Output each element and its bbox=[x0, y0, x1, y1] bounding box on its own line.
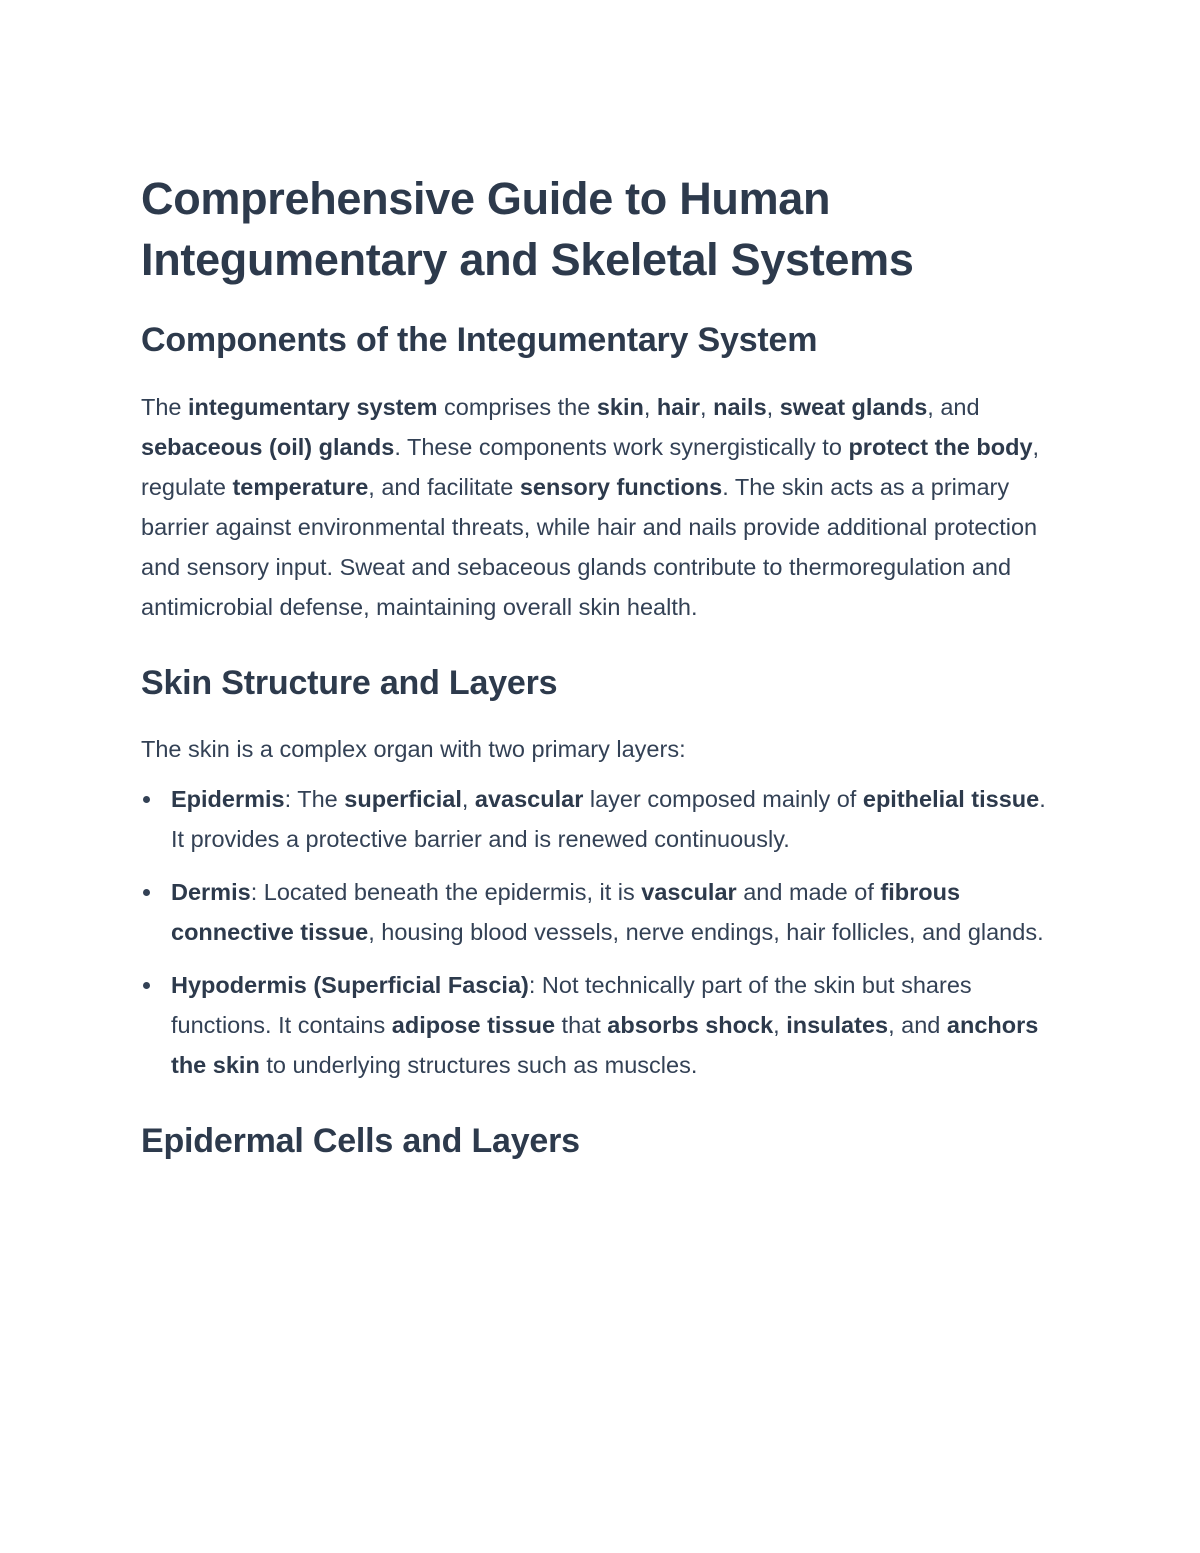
section-heading-epidermal-cells: Epidermal Cells and Layers bbox=[141, 1122, 580, 1160]
list-item-epidermis: Epidermis: The superficial, avascular layer composed mainly of epithelial tissue. It provides a protective barrier and is renewed continuously. bbox=[141, 779, 1060, 859]
term-sebaceous-glands: sebaceous (oil) glands bbox=[141, 434, 395, 460]
term-sensory-functions: sensory functions bbox=[519, 474, 723, 500]
components-paragraph: The integumentary system comprises the skin, hair, nails, sweat glands, and sebaceous (oil) glands. These components work synergistically to protect the body, regulate temperature, and facilitate sensory functions. The skin acts as a primary barrier against environmental threats, while hair and nails provide additional protection and sensory input. Sweat and sebaceous glands contribute to thermoregulation and antimicrobial defense, maintaining overall skin health. bbox=[141, 394, 1040, 620]
term-skin: skin bbox=[596, 394, 644, 420]
list-item-dermis: Dermis: Located beneath the epidermis, it is vascular and made of fibrous connective tissue, housing blood vessels, nerve endings, hair follicles, and glands. bbox=[141, 872, 1060, 952]
term-sweat-glands: sweat glands bbox=[779, 394, 928, 420]
skin-layers-list bbox=[141, 779, 1060, 1085]
list-item-hypodermis: Hypodermis (Superficial Fascia): Not technically part of the skin but shares functions. It contains adipose tissue that absorbs shock, insulates, and anchors the skin to underlying structures such as muscles. bbox=[141, 965, 1060, 1085]
bullet-icon bbox=[143, 982, 150, 989]
section-heading-components: Components of the Integumentary System bbox=[141, 321, 818, 359]
term-hair: hair bbox=[656, 394, 701, 420]
bullet-icon bbox=[143, 889, 150, 896]
term-integumentary-system: integumentary system bbox=[188, 394, 438, 420]
bullet-icon bbox=[143, 796, 150, 803]
term-temperature: temperature bbox=[232, 474, 369, 500]
skin-intro-paragraph: The skin is a complex organ with two primary layers: bbox=[141, 736, 686, 762]
term-nails: nails bbox=[713, 394, 767, 420]
term-protect-the-body: protect the body bbox=[848, 434, 1033, 460]
section-heading-skin-structure: Skin Structure and Layers bbox=[141, 664, 558, 702]
document-title: Comprehensive Guide to Human Integumentary and Skeletal Systems bbox=[141, 173, 914, 285]
